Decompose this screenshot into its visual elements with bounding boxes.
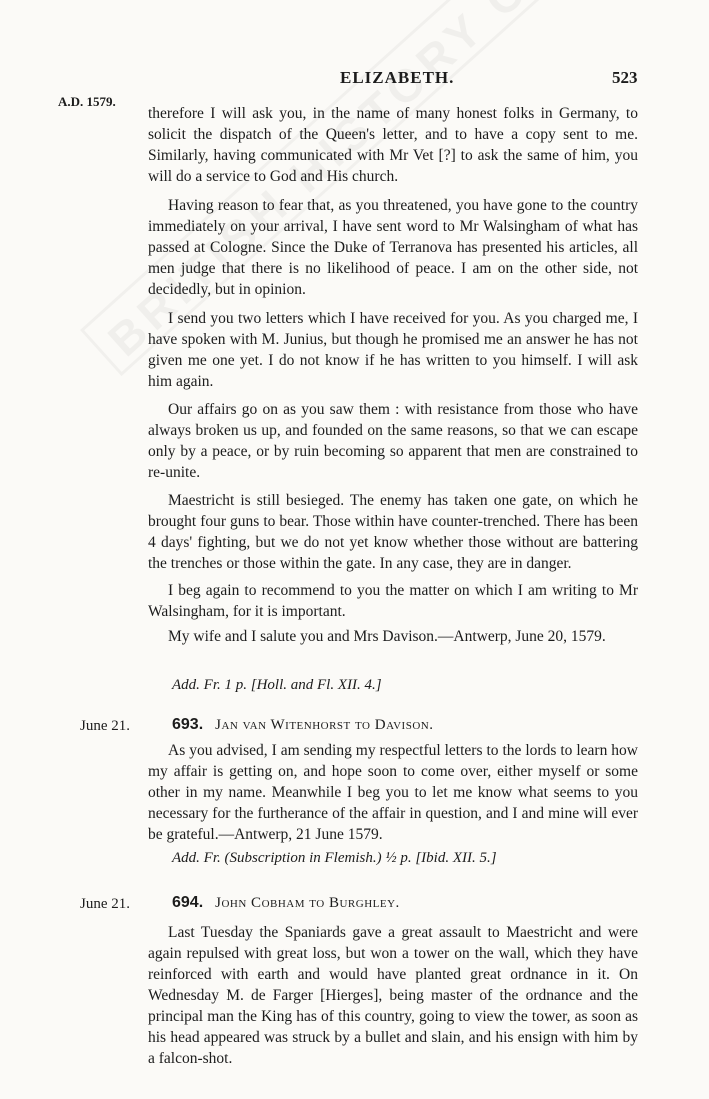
paragraph: My wife and I salute you and Mrs Davison.—Antwerp, June 20, 1579. xyxy=(168,628,606,645)
paragraph: As you advised, I am sending my respectful letters to the lords to learn how my affair is getting on, and hope soon to come over, either myself or some other in my name. Meanwhile I beg you to let me know what seems to you necessary for the furtherance of the affair in question, and I and mine will ever be grateful.—Antwerp, 21 June 1579. xyxy=(148,742,638,843)
paragraph: Maestricht is still besieged. The enemy has taken one gate, on which he brought four guns to bear. Those within have counter-trenched. There has been 4 days' fighting, but we do not yet know whether those without are battering the trenches or those within the gate. In any case, they are in danger. xyxy=(148,492,638,572)
document-reference: Add. Fr. (Subscription in Flemish.) ½ p. [Ibid. XII. 5.] xyxy=(172,850,497,866)
paragraph: I send you two letters which I have received for you. As you charged me, I have spoken with M. Junius, but though he promised me an answer he has not given me one yet. I do not know if he has written to you himself. I will ask him again. xyxy=(148,310,638,390)
page-number: 523 xyxy=(612,68,638,87)
paragraph: I beg again to recommend to you the matter on which I am writing to Mr Walsingham, for it is important. xyxy=(148,582,638,620)
entry-date: June 21. xyxy=(80,718,130,734)
entry-title: Jan van Witenhorst to Davison. xyxy=(215,717,434,733)
margin-year: A.D. 1579. xyxy=(58,94,116,109)
entry-heading xyxy=(172,716,433,734)
paragraph: Last Tuesday the Spaniards gave a great assault to Maestricht and were again repulsed with great loss, but won a tower on the wall, which they have reinforced with earth and would have planted great ordnance in it. On Wednesday M. de Farger [Hierges], being master of the ordnance and the principal man the King has of this country, going to view the tower, as soon as his head appeared was struck by a bullet and slain, and his ensign with him by a falcon-shot. xyxy=(148,924,638,1067)
document-reference: Add. Fr. 1 p. [Holl. and Fl. XII. 4.] xyxy=(172,677,382,693)
paragraph: therefore I will ask you, in the name of many honest folks in Germany, to solicit the dispatch of the Queen's letter, and to have a copy sent to me. Similarly, having communicated with Mr Vet [?] to ask the same of him, you will do a service to God and His church. xyxy=(148,105,638,185)
paragraph: Having reason to fear that, as you threatened, you have gone to the country immediately on your arrival, I have sent word to Mr Walsingham of what has passed at Cologne. Since the Duke of Terranova has presented his articles, all men judge that there is no likelihood of peace. I am on the other side, not decidedly, but in opinion. xyxy=(148,197,638,298)
entry-number: 694. xyxy=(172,894,204,911)
entry-heading xyxy=(172,894,400,912)
entry-title: John Cobham to Burghley. xyxy=(215,895,400,911)
paragraph: Our affairs go on as you saw them : with resistance from those who have always broken us up, and founded on the same reasons, so that we can escape only by a peace, or by ruin becoming so apparent that men are constrained to re-unite. xyxy=(148,401,638,481)
entry-date: June 21. xyxy=(80,896,130,912)
entry-number: 693. xyxy=(172,716,204,733)
running-header-title: ELIZABETH. xyxy=(340,68,455,87)
